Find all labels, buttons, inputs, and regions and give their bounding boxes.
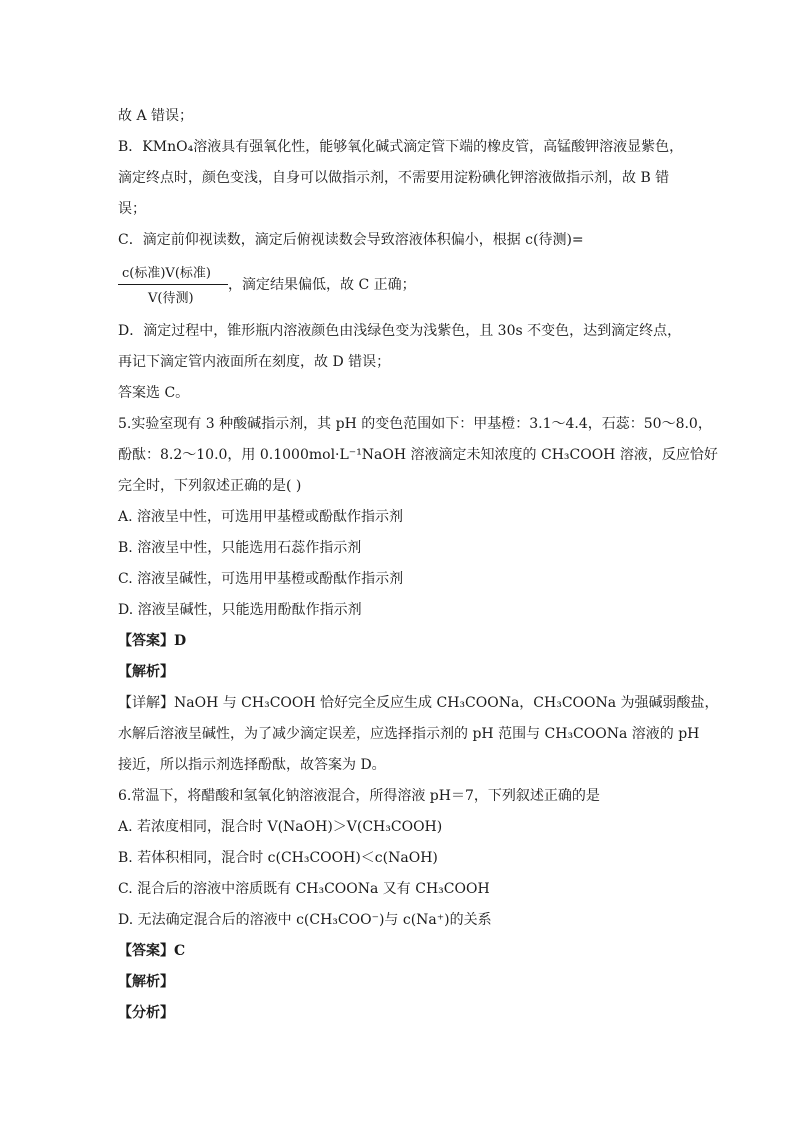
option-d: D. 无法确定混合后的溶液中 c(CH₃COO⁻)与 c(Na⁺)的关系 xyxy=(118,912,492,928)
option-d: D. 溶液呈碱性，只能选用酚酞作指示剂 xyxy=(118,602,362,618)
text-line: B．KMnO₄溶液具有强氧化性，能够氧化碱式滴定管下端的橡皮管，高锰酸钾溶液显紫色， xyxy=(118,139,684,155)
text-line: C．滴定前仰视读数，滴定后俯视读数会导致溶液体积偏小，根据 c(待测)= xyxy=(118,232,584,248)
formula-fraction xyxy=(118,262,238,310)
question-line: 6.常温下，将醋酸和氢氧化钠溶液混合，所得溶液 pH＝7，下列叙述正确的是 xyxy=(118,788,600,804)
answer-heading: 【答案】C xyxy=(118,943,186,959)
text-line: 误； xyxy=(118,201,146,217)
fraction-bar xyxy=(118,284,228,285)
fraction-trailing-text: ，滴定结果偏低，故 C 正确； xyxy=(228,277,416,293)
option-b: B. 溶液呈中性，只能选用石蕊作指示剂 xyxy=(118,540,362,556)
text-line: D．滴定过程中，锥形瓶内溶液颜色由浅绿色变为浅紫色，且 30s 不变色，达到滴定终点， xyxy=(118,323,682,339)
option-a: A. 若浓度相同，混合时 V(NaOH)＞V(CH₃COOH) xyxy=(118,819,443,835)
option-a: A. 溶液呈中性，可选用甲基橙或酚酞作指示剂 xyxy=(118,509,404,525)
analysis-heading: 【解析】 xyxy=(118,974,174,990)
fraction-denominator: V(待测) xyxy=(148,291,194,306)
option-c: C. 混合后的溶液中溶质既有 CH₃COONa 又有 CH₃COOH xyxy=(118,881,490,897)
analysis-subheading: 【分析】 xyxy=(118,1005,174,1021)
text-line: 接近，所以指示剂选择酚酞，故答案为 D。 xyxy=(118,757,386,773)
question-line: 5.实验室现有 3 种酸碱指示剂，其 pH 的变色范围如下：甲基橙：3.1～4.4，石蕊：50～8.0， xyxy=(118,416,712,432)
question-line: 酚酞：8.2～10.0，用 0.1000mol·L⁻¹NaOH 溶液滴定未知浓度的 CH₃COOH 溶液，反应恰好 xyxy=(118,447,718,463)
text-line: 答案选 C。 xyxy=(118,385,190,401)
question-line: 完全时，下列叙述正确的是( ) xyxy=(118,478,302,494)
fraction-numerator: c(标准)V(标准) xyxy=(122,266,211,281)
option-c: C. 溶液呈碱性，可选用甲基橙或酚酞作指示剂 xyxy=(118,571,404,587)
text-line: 故 A 错误； xyxy=(118,108,194,124)
text-line: 【详解】NaOH 与 CH₃COOH 恰好完全反应生成 CH₃COONa，CH₃COONa 为强碱弱酸盐， xyxy=(118,695,719,711)
text-line: 滴定终点时，颜色变浅，自身可以做指示剂，不需要用淀粉碘化钾溶液做指示剂，故 B 错 xyxy=(118,170,670,186)
analysis-heading: 【解析】 xyxy=(118,664,174,680)
option-b: B. 若体积相同，混合时 c(CH₃COOH)＜c(NaOH) xyxy=(118,850,438,866)
answer-heading: 【答案】D xyxy=(118,633,187,649)
text-line: 水解后溶液呈碱性，为了减少滴定误差，应选择指示剂的 pH 范围与 CH₃COONa 溶液的 pH xyxy=(118,726,700,742)
text-line: 再记下滴定管内液面所在刻度，故 D 错误； xyxy=(118,354,391,370)
